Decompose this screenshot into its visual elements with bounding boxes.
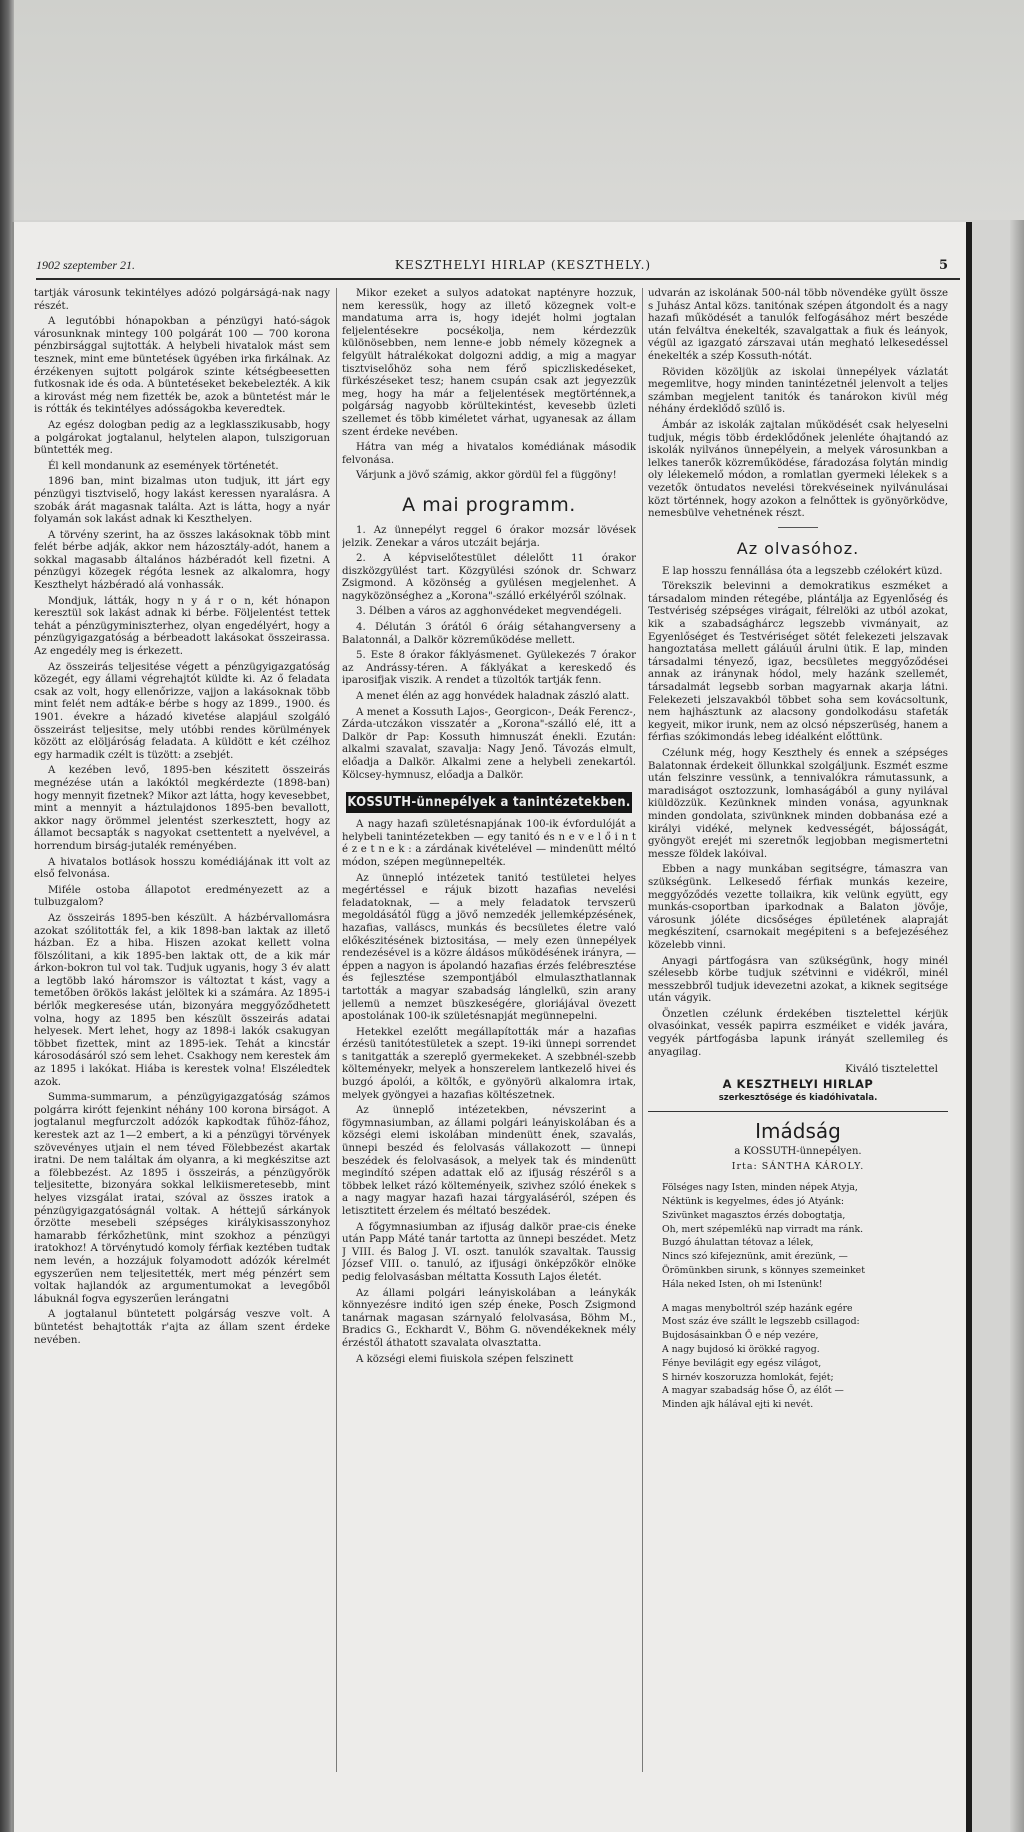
poem-line: Fölséges nagy Isten, minden népek Atyja, xyxy=(662,1182,858,1194)
scanner-left-edge xyxy=(0,0,14,1832)
header-date: 1902 szeptember 21. xyxy=(36,258,135,272)
program-item: 3. Délben a város az agghonvédeket megvendégeli. xyxy=(356,606,622,618)
article-paragraph: Röviden közöljük az iskolai ünnepélyek vázlatát megemlitve, hogy minden tanintézetnél jelenvolt a teljes számban megjelent tanitók és tanárokon kivül még néhány érdeklődő szülő is. xyxy=(648,366,948,416)
article-paragraph: Önzetlen czélunk érdekében tisztelettel kérjük olvasóinkat, vessék papirra eszméiket e vidék javára, vegyék pártfogásba lapunk irányát szellemileg és anyagilag. xyxy=(648,1008,948,1058)
page-dark-edge xyxy=(966,222,972,1832)
closing-greeting: Kiváló tisztelettel xyxy=(845,1063,938,1076)
poem-line: Örömünkben sirunk, s könnyes szemeinket xyxy=(662,1265,865,1276)
article-paragraph: Az összeirás 1895-ben készült. A házbérvallomásra azokat szólitották fel, a kik 1898-ban laktak az illető házban. Ez a hiba. Hiszen azokat kellett volna fölszólitani, a kik 1895-ben laktak ott, de a kik már árkon-bokron tul vol tak. Tudjuk ugyanis, hogy 3 év alatt a legtöbb lakó háromszor is változtat t kást, vagy a temetőben örökös lakást jelöltek ki a számára. Az 1895-i bérlők megkeresése után, bizonyára meggyőződhetett volna, hogy az 1895 ben készült összeirás adatai helyesek. Mert lehet, hogy az 1898-i lakók csakugyan többet fizettek, mint az 1895-iek. Tehát a kincstár károsodásáról szó sem lehet. Csakhogy nem kerestek ám az 1895 i lakókat. Hiába is kerestek volna! Elszéledtek azok. xyxy=(34,912,330,1088)
poem-line: Most száz éve szállt le legszebb csillagod: xyxy=(662,1316,860,1328)
article-paragraph: Ebben a nagy munkában segitségre, támaszra van szükségünk. Lelkesedő férfiak munkás kezeire, meggyőződés vezette tollaikra, kik velünk együtt, egy munkás-csoportban iparkodnak a Balaton jövője, városunk jóléte dicsőséges épületének alapraját megkészitení, csarnokait megépiteni s a befejezéséhez közelebb vinni. xyxy=(648,864,948,951)
article-paragraph: A kezében levő, 1895-ben készitett összeirás megnézése után a lakóktól megkérdezte (1898-ban) hogy mennyit fizetnek? Mikor azt látta, hogy kevesebbet, mint a mennyit a háztulajdonos 1895-ben bevallott, akkor nagy örömmel jelentést szerkesztett, hogy az államot becsapták s nagyokat csettentett a nyelvével, a horrendum birság-jutalék reményében. xyxy=(34,765,330,852)
program-item: 2. A képviselőtestület délelőtt 11 órakor diszközgyülést tart. Közgyülési szónok dr. Schwarz Zsigmond. A közönség a gyülésen megjelenhet. A nagyközönséghez a „Korona"-szálló erkélyéről szólnak. xyxy=(342,553,636,602)
page-header xyxy=(36,258,960,280)
article-paragraph: A községi elemi fiuiskola szépen felszinett xyxy=(356,1353,574,1365)
article-paragraph: Anyagi pártfogásra van szükségünk, hogy minél szélesebb körbe tudjuk szétvinni e vidékről, minél messzebbről tudjuk idevezetni azokat, a kiknek segitsége után vágyik. xyxy=(648,955,948,1005)
program-item: 4. Délután 3 órától 6 óráig sétahangverseny a Balatonnál, a Dalkör közreműködése mellett. xyxy=(342,622,636,646)
article-paragraph: Miféle ostoba állapotot eredményezett az a tulbuzgalom? xyxy=(34,884,330,909)
signature-subtitle: szerkesztősége és kiadóhivatala. xyxy=(718,1093,878,1104)
column-rule xyxy=(336,288,337,1772)
separator xyxy=(778,527,818,528)
program-item: A menet a Kossuth Lajos-, Georgicon-, Deák Ferencz-, Zárda-utczákon visszatér a „Korona"-szálló elé, itt a Dalkör dr Pap: Kossuth himnuszát énekli. Ezután: alkalmi szavalat, szavalja: Nagy Jenő. Távozás elmult, előadja a Dalkör. Alkalmi zene a helybeli zenekartól. Kölcsey-hymnusz, előadja a Dalkör. xyxy=(342,706,636,781)
program-item: 5. Este 8 órakor fáklyásmenet. Gyülekezés 7 órakor az Andrássy-téren. A fáklyákat a kereskedő és iparosifjak viszik. A rendet a tüzoltók tartják fenn. xyxy=(342,650,636,687)
article-paragraph: A jogtalanul büntetett polgárság veszve volt. A büntetést behajtották r'ajta az állam szent érdeke nevében. xyxy=(34,1309,330,1346)
poem-line: Szivünket magasztos érzés dobogtatja, xyxy=(662,1209,846,1221)
article-paragraph: A hivatalos botlások hosszu komédiájának itt volt az első felvonása. xyxy=(34,856,330,881)
column-2 xyxy=(342,288,636,1772)
olvasohoz-heading: Az olvasóhoz. xyxy=(736,538,860,558)
separator xyxy=(648,1111,948,1112)
poem-line: A magyar szabadság hőse Ő, az élőt — xyxy=(662,1385,844,1397)
article-paragraph: Az állami polgári leányiskolában a leánykák könnyezésre inditó igen szép éneke, Posch Zsigmond tanárnak magasan szárnyaló felolvasása, Böhm M., Bradics G., Eckhardt V., Böhm G. növendékeknek mély érzéstől áthatott szavalata olvasztatta. xyxy=(342,1287,636,1349)
program-item: 1. Az ünnepélyt reggel 6 órakor mozsár lövések jelzik. Zenekar a város utczáit bejárja. xyxy=(342,524,636,549)
article-paragraph: Az ünneplő intézetekben, névszerint a fögymnasiumban, az állami polgári leányiskolában és a községi elemi iskolában mindenütt ének, szavalás, ünnepi beszéd és felolvasás vállakozott — ünnepi beszédek és felolvasások, a melyek tak és mindenütt megindító szépen adattak elő az ifjuság részéről s a többek lelket rázó költeményeik, szivhez szóló énekek s a nagy magyar hazafi hazai tárgyaláséról, szépen és letisztitett érzelem és méltató beszédek. xyxy=(342,1105,636,1217)
scanner-background-top xyxy=(0,0,1024,220)
article-paragraph: A nagy hazafi születésnapjának 100-ik évfordulóját a helybeli tanintézetekben — egy tanitó és n e v e l ő i n t é z e t n e k : a zárdának kivételével — mindenütt méltó módon, szépen megünnepelték. xyxy=(342,819,636,868)
poem-line: Bujdosásainkban Ő e nép vezére, xyxy=(662,1330,819,1342)
poem-subtitle: a KOSSUTH-ünnepélyen. xyxy=(734,1146,862,1158)
poem-line: A magas menyboltról szép hazánk egére xyxy=(662,1302,853,1314)
article-paragraph: Ámbár az iskolák zajtalan működését csak helyeselni tudjuk, mégis több érdeklődőnek jelenléte óhajtandó az iskolák nyilvános ünnepélyein, a melyek városunkban a lelkes tanerők közreműködése, fáradozása folytán mindig oly lélekemelő módon, a romlatlan gyermeki lélekek s a vezetők öntudatos nevelési törekvéseinek nyilvánulásai közt történnek, hogy azokon a felnőttek is gyönyörködve, nemesbülve vehetnének részt. xyxy=(648,419,948,520)
column-rule xyxy=(642,288,643,1772)
poem-line: Néktünk is kegyelmes, édes jó Atyánk: xyxy=(662,1196,845,1208)
article-paragraph: Czélunk még, hogy Keszthely és ennek a szépséges Balatonnak érdekeit öllunkkal szolgáljunk. Eszmét eszme után felszinre vessünk, a tennivalókra rámutassunk, a maradiságot osztozzunk, lomhaságából a guny nyilával kiüldözzük. Kezünknek minden vonása, agyunknak minden gondolata, szivünknek minden dobbanása ezé a királyi vidéké, melynek kedvességét, bájosságát, gyöngyöt erejét mi szeretnők legjobban megismertetni messze földek lakóival. xyxy=(648,748,948,860)
poem-line: Minden ajk hálával ejti ki nevét. xyxy=(662,1399,814,1411)
header-title: KESZTHELYI HIRLAP (KESZTHELY.) xyxy=(394,258,652,272)
poem-line: Oh, mert szépemlékü nap virradt ma ránk. xyxy=(662,1223,864,1235)
program-heading: A mai programm. xyxy=(402,493,576,516)
article-paragraph: Él kell mondanunk az események történetét. xyxy=(48,460,279,472)
poem-author: Irta: SÁNTHA KÁROLY. xyxy=(731,1160,865,1172)
article-paragraph: Az egész dologban pedig az a legklasszikusabb, hogy a polgárokat jogtalanul, helytelen alapon, tulszigoruan büntették meg. xyxy=(34,419,330,457)
article-paragraph: A legutóbbi hónapokban a pénzügyi ható-ságok városunknak mintegy 100 polgárát 100 — 700 korona pénzbirsággal sujtották. A helybeli hivatalok mást sem tesznek, mint eme büntetések ügyében irka firkálnak. Az érzékenyen sujtott polgárok szinte kétségbeesetten futkosnak ide és oda. A büntetéseket bekebelezték. A kik a kirovást még nem fizették be, azok a büntetést már le is rótták és tekintélyes adósságokba keveredtek. xyxy=(34,316,330,416)
article-paragraph: Hátra van még a hivatalos komédiának második felvonása. xyxy=(342,442,636,466)
article-paragraph: Az ünnepló intézetek tanitó testületei helyes megértéssel e rájuk bizott hazafias nevelési feladatoknak, — a mely feladatok tervszerü megoldásától függ a jövő nemzedék jellemképzésének, hazafias, valláscs, munkás és becsületes életre való előkészitésének biztositása, — mely ezen ünnepélyek rendezésével is a közre áldásos működésének irányra, — éppen a nagyon is ápolandó hazafias érzés felébresztése és fejlesztése szempontjából elmulaszthatlannak tartották a magyar szabadság lánglelkü, szin arany jellemü a nemzet büszkeségére, gloriájával övezett apostolának 100-ik születésnapját megünnepelni. xyxy=(342,872,636,1023)
article-paragraph: Az összeirás teljesitése végett a pénzügyigazgatóság közegét, egy állami végrehajtót küldte ki. Az ő feladata csak az volt, hogy ellenőrizze, vajjon a lakásoknak több mint felét nem adták-e bérbe s hogy az 1899., 1900. és 1901. évekre a házadó kivetése alapjául szolgáló összeirást teljesitse, mely utóbbi rendes körülmények között az elöljáróság feladata. A küldött e két czélhoz egy harmadik czélt is tüzött: a zsebjét. xyxy=(34,661,330,761)
article-paragraph: Summa-summarum, a pénzügyigazgatóság számos polgárra kirótt fejenkint néhány 100 korona birságot. A jogtalanul megfurczolt adózók kapkodtak fűhöz-fához, kerestek azt az 1—2 embert, a ki a pénzügyi törvények szövevényes utjain el nem téved Fölebbezést akartak iratni. De nem találtak ám olyanra, a ki megkészitse azt a fölebbezést. Az 1895 i összeirás, a pénzügyőrök teljesitette, bizonyára sokkal lelkiismeretesebb, mint helyes vizsgálat iratai, szóval az összes iratok a pénzügyigazgatóságnál voltak. A héttejű sárkányok őrzötte mesebeli szépséges királykisasszonyhoz hamarabb férkőzhetünk, mint szokhoz a pénzügyi iratokhoz! A törvénytudó komoly férfiak keztében tudtak nem levén, a hozzájuk folyamodott adózók kérelmét egyszerűen nem teljesitették, mert még pénzért sem voltak hajlandók az argumentumokat a levegőből lábuknál fogva egyszerűen lerángatni xyxy=(34,1092,330,1305)
article-paragraph: Hetekkel ezelőtt megállapították már a hazafias érzésü tanitótestületek a szept. 19-iki ünnepi sorrendet s tanitgatták a szereplő gyermekeket. A szebbnél-szebb költeményekr, melyek a honszerelem lantkezelő hivei és buzgó ápolói, a költők, e gyönyörü alkalomra irtak, melyek gyöngyei a hazafias költészetnek. xyxy=(342,1026,636,1101)
scanner-right-edge xyxy=(1010,220,1024,1832)
article-paragraph: 1896 ban, mint bizalmas uton tudjuk, itt járt egy pénzügyi tisztviselő, hogy lakást keressen nyaralásra. A szobák árát magasnak találta. Azt is látta, hogy a nyár folyamán sok lakást adnak ki Keszthelyen. xyxy=(34,476,330,526)
poem-stanza-2 xyxy=(662,1302,948,1412)
poem-line: S hirnév koszoruzza homlokát, fejét; xyxy=(662,1371,834,1383)
article-paragraph: Mondjuk, látták, hogy n y á r o n, két hónapon keresztül sok lakást adnak ki bérbe. Följelentést tettek tehát a pénzügyminiszterhez, olyan engedélyért, hogy a pénzügyigazgatóság a bérbeadott lakásokat összeirassa. Az engedély meg is érkezett. xyxy=(34,595,330,658)
article-paragraph: E lap hosszu fennállása óta a legszebb czélokért küzd. xyxy=(662,565,943,577)
article-paragraph: Mikor ezeket a sulyos adatokat naptényre hozzuk, nem keressük, hogy az illető közegnek volt-e mandatuma arra is, hogy idejét holmi jogtalan feljelentésekre pocsékolja, nem kérdezzük különösebben, nem lenne-e jobb némely közegnek a felgyült hátralékokat dolgozni addig, a mig a magyar tisztviselőhöz soha nem férő spiczliskedéseket, fürkészéseket tesz; hanem csupán csak azt jegyezzük meg, hogy ha már a feljelentések megtörténnek,a polgárság nagyobb körültekintést, kevesebb üzleti szellemet és több kiméletet várhat, ugyanesak az állam szent érdeke nevében. xyxy=(342,288,636,438)
article-paragraph: Törekszik belevinni a demokratikus eszméket a társadalom minden rétegébe, plántálja az Egyenlőség és Testvériség szépséges virágait, félrelöki az utból azokat, kik a szabadsághárcz legszebb vivmányait, az Egyenlőséget és Testvériséget sötét felekezeti jelszavak hangoztatása mellett gáláuúl árulni ütik. E lap, minden társadalmi tényező, igaz, becsületes meggyőződései annak az iránynak hódol, mely hazánk szellemét, társadalmát legsebb sorban magyarnak akarja látni. Felekezeti jelszavakból többet soha sem kovácsoltunk, nem hajhásztunk az alacsony gondolkodásu stafeták kegyeit, mikor irunk, nem az olcsó népszerüség, hanem a férfias szókimondás lebeg idéalként előttünk. xyxy=(648,581,948,744)
newspaper-page xyxy=(14,222,972,1832)
article-paragraph: A főgymnasiumban az ifjuság dalkör prae-cis éneke után Papp Máté tanár tartotta az ünnepi beszédet. Metz J VIII. és Balog J. VI. oszt. tanulók szavaltak. Taussig József VIII. o. tanuló, az ifjusági önképzőkör elnöke pedig felolvasásban méltatta Kossuth Lajos életét. xyxy=(342,1221,636,1283)
poem-line: Nincs szó kifejeznünk, amit érezünk, — xyxy=(662,1251,848,1263)
article-paragraph: tartják városunk tekintélyes adózó polgárságá-nak nagy részét. xyxy=(34,288,330,312)
page-number: 5 xyxy=(938,258,948,273)
kossuth-banner-heading: KOSSUTH-ünnepélyek a tanintézetekben. xyxy=(346,792,632,813)
article-paragraph: udvarán az iskolának 500-nál több növendéke gyült össze s Juhász Antal közs. tanitónak szépen átgondolt és a nagy hazafi működését a tanulók felfogásához mért beszéde után felváltva énekelték, szavalgattak a fiuk és leányok, végül az igazgató zárszavai után megható lelkesedéssel énekelték a szép Kossuth-nótát. xyxy=(648,288,948,362)
program-item: A menet élén az agg honvédek haladnak zászló alatt. xyxy=(356,691,630,703)
column-1 xyxy=(34,288,330,1772)
poem-stanza-1 xyxy=(662,1181,948,1291)
poem-line: Fénye bevilágit egy egész világot, xyxy=(662,1357,822,1369)
column-3 xyxy=(648,288,948,1772)
signature: A KESZTHELYI HIRLAP xyxy=(722,1076,874,1091)
poem-line: A nagy bujdosó ki örökké ragyog. xyxy=(662,1343,820,1355)
article-paragraph: Várjunk a jövő számig, akkor gördül fel a függöny! xyxy=(356,470,617,482)
poem-line: Buzgó áhulattan tétovaz a lélek, xyxy=(662,1237,814,1249)
poem-title: Imádság xyxy=(755,1119,841,1144)
article-paragraph: A törvény szerint, ha az összes lakásoknak több mint felét bérbe adják, akkor nem házosztály-adót, hanem a sokkal magasabb általános házbéradót kell fizetni. A pénzügyi közegek régóta lesnek az alkalomra, hogy Keszthelyt házbéradó alá vonhassák. xyxy=(34,529,330,592)
poem-line: Hála neked Isten, oh mi Istenünk! xyxy=(662,1278,823,1290)
